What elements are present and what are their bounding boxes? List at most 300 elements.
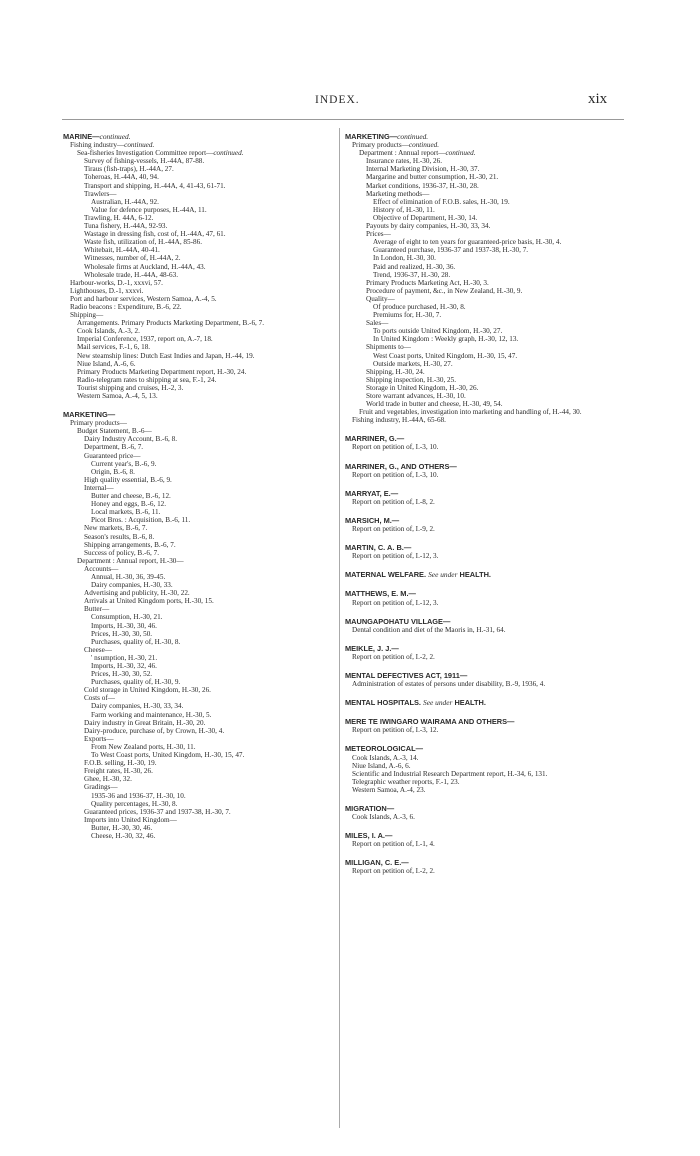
- index-entry: [63, 573, 338, 581]
- continued-label: continued.: [397, 133, 429, 141]
- index-entry: [63, 508, 338, 516]
- entry-text: Butter—: [84, 605, 110, 614]
- index-entry: [345, 762, 620, 770]
- index-entry: [63, 767, 338, 775]
- entry-text: Report on petition of, I.-8, 2.: [352, 497, 435, 506]
- header-rule: [62, 119, 624, 120]
- continued-label: continued.: [408, 141, 440, 150]
- entry-text: History of, H.-30, 11.: [373, 205, 435, 214]
- index-entry: [63, 557, 338, 565]
- index-heading: [345, 832, 620, 840]
- index-entry: [63, 279, 338, 287]
- entry-text: Report on petition of, I.-2, 2.: [352, 652, 435, 661]
- entry-text: Toheroas, H.-44A, 40, 94.: [84, 173, 159, 182]
- entry-text: Fishing industry, H.-44A, 65-68.: [352, 416, 446, 425]
- index-entry: [63, 824, 338, 832]
- index-entry: [345, 525, 620, 533]
- index-entry: [63, 541, 338, 549]
- entry-text: MERE TE IWINGARO WAIRAMA AND OTHERS—: [345, 718, 515, 727]
- entry-text: In United Kingdom : Weekly graph, H.-30, 12, 13.: [373, 335, 519, 344]
- index-entry: [63, 613, 338, 621]
- entry-text: Fishing industry—: [70, 141, 125, 150]
- index-entry: [345, 214, 620, 222]
- index-entry: [345, 141, 620, 149]
- continued-label: continued.: [99, 133, 131, 141]
- page-header: [0, 91, 700, 110]
- index-entry: [345, 173, 620, 181]
- entry-text: Report on petition of, I.-1, 4.: [352, 840, 435, 849]
- index-entry: [63, 435, 338, 443]
- entry-text: METEOROLOGICAL—: [345, 745, 424, 754]
- entry-text: Shipments to—: [366, 343, 411, 352]
- entry-text: Fruit and vegetables, investigation into marketing and handling of, H.-44, 30.: [359, 408, 582, 417]
- entry-text: From New Zealand ports, H.-30, 11.: [91, 742, 196, 751]
- entry-text: In London, H.-30, 30.: [373, 254, 436, 263]
- column-divider: [339, 128, 340, 1128]
- entry-text: Prices, H.-30, 30, 50.: [91, 629, 153, 638]
- index-entry: [63, 165, 338, 173]
- entry-text: MENTAL DEFECTIVES ACT, 1911—: [345, 671, 468, 680]
- entry-text: Tuna fishery, H.-44A, 92-93.: [84, 222, 168, 231]
- index-heading: [345, 490, 620, 498]
- continued-label: continued.: [445, 149, 476, 158]
- index-heading: [345, 590, 620, 598]
- entry-text: Imports into United Kingdom—: [84, 815, 177, 824]
- continued-label: continued.: [124, 141, 155, 150]
- entry-text: Quality—: [366, 294, 395, 303]
- index-entry: [345, 238, 620, 246]
- index-entry: [63, 751, 338, 759]
- entry-text: Of produce purchased, H.-30, 8.: [373, 302, 466, 311]
- index-entry: [345, 190, 620, 198]
- index-entry: [345, 279, 620, 287]
- entry-text: Freight rates, H.-30, 26.: [84, 767, 153, 776]
- index-heading: [345, 133, 620, 141]
- index-entry: [63, 686, 338, 694]
- entry-text: Budget Statement, B.-6—: [77, 427, 152, 436]
- left-column: [63, 133, 338, 840]
- index-entry: [345, 498, 620, 506]
- index-entry: [63, 775, 338, 783]
- entry-text: MIGRATION—: [345, 805, 395, 813]
- index-entry: [345, 319, 620, 327]
- page-title: INDEX.: [315, 94, 360, 106]
- index-entry: [63, 419, 338, 427]
- entry-text: Harbour-works, D.-1, xxxvi, 57.: [70, 278, 163, 287]
- index-entry: [63, 214, 338, 222]
- index-entry: [63, 630, 338, 638]
- index-entry: [63, 246, 338, 254]
- entry-text: West Coast ports, United Kingdom, H.-30, 15, 47.: [373, 351, 518, 360]
- entry-text: Value for defence purposes, H.-44A, 11.: [91, 205, 207, 214]
- index-entry: [63, 343, 338, 351]
- index-entry: [63, 352, 338, 360]
- entry-text: MARRYAT, E.—: [345, 489, 399, 498]
- index-entry: [345, 335, 620, 343]
- entry-text: MEIKLE, J. J.—: [345, 644, 399, 653]
- entry-text: Quality percentages, H.-30, 8.: [91, 799, 178, 808]
- index-entry: [63, 646, 338, 654]
- see-target: HEALTH.: [459, 571, 491, 580]
- index-entry: [345, 303, 620, 311]
- index-entry: [63, 800, 338, 808]
- entry-text: Report on petition of, I.-12, 3.: [352, 552, 439, 561]
- index-entry: [345, 786, 620, 794]
- index-heading: [63, 411, 338, 419]
- index-entry: [63, 832, 338, 840]
- entry-text: Annual, H.-30, 36, 39-45.: [91, 572, 166, 581]
- entry-text: MATERNAL WELFARE.: [345, 571, 427, 580]
- index-heading: [345, 699, 620, 707]
- entry-text: Report on petition of, I.-3, 12.: [352, 726, 439, 735]
- index-entry: [345, 182, 620, 190]
- entry-text: Wastage in dressing fish, cost of, H.-44A, 47, 61.: [84, 230, 226, 239]
- entry-text: Margarine and butter consumption, H.-30, 21.: [366, 173, 499, 182]
- index-entry: [63, 516, 338, 524]
- page-number: xix: [588, 91, 608, 107]
- index-entry: [345, 222, 620, 230]
- entry-text: Payouts by dairy companies, H.-30, 33, 34.: [366, 222, 491, 231]
- entry-text: Market conditions, 1936-37, H.-30, 28.: [366, 181, 479, 190]
- index-entry: [63, 157, 338, 165]
- index-entry: [63, 694, 338, 702]
- entry-text: Australian, H.-44A, 92.: [91, 197, 159, 206]
- entry-text: Arrivals at United Kingdom ports, H.-30, 15.: [84, 597, 214, 606]
- entry-text: Sea-fisheries Investigation Committee report—: [77, 149, 214, 158]
- index-entry: [63, 735, 338, 743]
- entry-text: Marketing methods—: [366, 189, 430, 198]
- entry-text: MENTAL HOSPITALS.: [345, 699, 421, 708]
- entry-text: Farm working and maintenance, H.-30, 5.: [91, 710, 212, 719]
- index-entry: [345, 254, 620, 262]
- index-entry: [63, 173, 338, 181]
- entry-text: Sales—: [366, 319, 389, 328]
- index-entry: [345, 552, 620, 560]
- entry-text: Niue Island, A.-6, 6.: [352, 761, 411, 770]
- entry-text: Radio-telegram rates to shipping at sea, F.-1, 24.: [77, 375, 217, 384]
- entry-text: To ports outside United Kingdom, H.-30, 27.: [373, 327, 503, 336]
- entry-text: MILES, I. A.—: [345, 832, 393, 841]
- entry-text: Arrangements. Primary Products Marketing Department, B.-6, 7.: [77, 319, 265, 328]
- entry-text: MARSICH, M.—: [345, 516, 400, 525]
- entry-text: Butter and cheese, B.-6, 12.: [91, 492, 171, 501]
- entry-text: Shipping, H.-30, 24.: [366, 367, 425, 376]
- entry-text: Accounts—: [84, 564, 119, 573]
- index-entry: [63, 376, 338, 384]
- index-entry: [63, 662, 338, 670]
- index-entry: [345, 471, 620, 479]
- index-entry: [345, 376, 620, 384]
- entry-text: Purchases, quality of, H.-30, 9.: [91, 678, 181, 687]
- entry-text: Imports, H.-30, 30, 46.: [91, 621, 157, 630]
- see-under-label: See under: [428, 571, 458, 580]
- index-entry: [63, 711, 338, 719]
- entry-text: MARRINER, G., AND OTHERS—: [345, 462, 457, 471]
- entry-text: Wholesale trade, H.-44A, 48-63.: [84, 270, 179, 279]
- index-entry: [63, 263, 338, 271]
- entry-text: MARKETING—: [345, 133, 398, 141]
- index-entry: [63, 271, 338, 279]
- index-entry: [63, 206, 338, 214]
- index-entry: [63, 460, 338, 468]
- entry-text: Butter, H.-30, 30, 46.: [91, 823, 153, 832]
- index-entry: [63, 468, 338, 476]
- entry-text: Procedure of payment, &c., in New Zealand, H.-30, 9.: [366, 286, 523, 295]
- entry-text: Western Samoa, A.-4, 23.: [352, 785, 426, 794]
- entry-text: Costs of—: [84, 694, 115, 703]
- entry-text: Cook Islands, A.-3, 14.: [352, 753, 419, 762]
- entry-text: Prices—: [366, 230, 391, 239]
- entry-text: ' nsumption, H.-30, 21.: [91, 653, 158, 662]
- index-entry: [63, 549, 338, 557]
- index-heading: [345, 718, 620, 726]
- entry-text: Cook Islands, A.-3, 2.: [77, 327, 140, 336]
- index-heading: [345, 618, 620, 626]
- index-entry: [63, 360, 338, 368]
- entry-text: Gradings—: [84, 783, 118, 792]
- index-entry: [63, 141, 338, 149]
- index-entry: [63, 719, 338, 727]
- entry-text: Port and harbour services, Western Samoa, A.-4, 5.: [70, 294, 217, 303]
- entry-text: Lighthouses, D.-1, xxxvi.: [70, 286, 144, 295]
- index-heading: [345, 435, 620, 443]
- index-heading: [345, 745, 620, 753]
- index-entry: [63, 295, 338, 303]
- index-entry: [63, 484, 338, 492]
- index-entry: [63, 254, 338, 262]
- index-entry: [63, 524, 338, 532]
- entry-text: Primary products—: [352, 141, 409, 150]
- index-entry: [345, 360, 620, 368]
- entry-text: Local markets, B.-6, 11.: [91, 508, 161, 517]
- entry-text: Success of policy, B.-6, 7.: [84, 548, 159, 557]
- entry-text: Internal Marketing Division, H.-30, 37.: [366, 165, 480, 174]
- index-entry: [63, 238, 338, 246]
- index-entry: [63, 808, 338, 816]
- index-entry: [345, 384, 620, 392]
- entry-text: MARTIN, C. A. B.—: [345, 544, 412, 553]
- index-entry: [63, 222, 338, 230]
- entry-text: MARKETING—: [63, 411, 116, 420]
- entry-text: High quality essential, B.-6, 9.: [84, 475, 172, 484]
- index-entry: [63, 198, 338, 206]
- index-entry: [345, 149, 620, 157]
- continued-label: continued.: [213, 149, 244, 158]
- entry-text: New markets, B.-6, 7.: [84, 524, 148, 533]
- entry-text: Cold storage in United Kingdom, H.-30, 26.: [84, 686, 211, 695]
- entry-text: Tiraus (fish-traps), H.-44A, 27.: [84, 165, 174, 174]
- index-entry: [345, 599, 620, 607]
- index-entry: [345, 653, 620, 661]
- entry-text: Tourist shipping and cruises, H.-2, 3.: [77, 383, 184, 392]
- index-entry: [345, 680, 620, 688]
- index-entry: [345, 352, 620, 360]
- index-entry: [63, 759, 338, 767]
- index-heading: [63, 133, 338, 141]
- entry-text: Premiums for, H.-30, 7.: [373, 311, 442, 320]
- entry-text: MAUNGAPOHATU VILLAGE—: [345, 617, 451, 626]
- index-entry: [63, 311, 338, 319]
- entry-text: Waste fish, utilization of, H.-44A, 85-86.: [84, 238, 202, 247]
- index-entry: [345, 840, 620, 848]
- index-entry: [345, 246, 620, 254]
- index-entry: [345, 206, 620, 214]
- entry-text: Objective of Department, H.-30, 14.: [373, 213, 478, 222]
- entry-text: MATTHEWS, E. M.—: [345, 590, 416, 599]
- index-entry: [63, 427, 338, 435]
- index-entry: [63, 581, 338, 589]
- entry-text: MARINE—: [63, 133, 100, 141]
- index-entry: [63, 319, 338, 327]
- entry-text: Mail services, F.-1, 6, 18.: [77, 343, 151, 352]
- index-entry: [63, 303, 338, 311]
- entry-text: Guaranteed price—: [84, 451, 141, 460]
- index-entry: [63, 182, 338, 190]
- index-entry: [345, 165, 620, 173]
- entry-text: Report on petition of, I.-3, 10.: [352, 470, 439, 479]
- index-entry: [63, 392, 338, 400]
- entry-text: Imperial Conference, 1937, report on, A.-7, 18.: [77, 335, 213, 344]
- index-entry: [63, 368, 338, 376]
- index-entry: [345, 343, 620, 351]
- index-entry: [63, 727, 338, 735]
- entry-text: Season's results, B.-6, 8.: [84, 532, 155, 541]
- entry-text: Trawlers—: [84, 189, 117, 198]
- index-entry: [63, 783, 338, 791]
- index-entry: [345, 198, 620, 206]
- entry-text: Honey and eggs, B.-6, 12.: [91, 500, 167, 509]
- entry-text: Shipping inspection, H.-30, 25.: [366, 375, 457, 384]
- see-target: HEALTH.: [454, 699, 486, 708]
- index-entry: [345, 157, 620, 165]
- entry-text: Department, B.-6, 7.: [84, 443, 144, 452]
- see-under-label: See under: [423, 699, 453, 708]
- entry-text: Dairy-produce, purchase of, by Crown, H.-30, 4.: [84, 726, 225, 735]
- entry-text: Guaranteed prices, 1936-37 and 1937-38, H.-30, 7.: [84, 807, 231, 816]
- index-entry: [345, 295, 620, 303]
- index-entry: [63, 492, 338, 500]
- entry-text: To West Coast ports, United Kingdom, H.-30, 15, 47.: [91, 751, 245, 760]
- index-entry: [63, 190, 338, 198]
- index-entry: [345, 400, 620, 408]
- index-entry: [63, 654, 338, 662]
- index-entry: [345, 263, 620, 271]
- entry-text: Report on petition of, I.-9, 2.: [352, 525, 435, 534]
- index-entry: [63, 533, 338, 541]
- entry-text: Shipping—: [70, 311, 104, 320]
- entry-text: Dairy Industry Account, B.-6, 8.: [84, 435, 178, 444]
- entry-text: Primary products—: [70, 419, 127, 428]
- index-entry: [63, 816, 338, 824]
- index-entry: [63, 597, 338, 605]
- index-entry: [63, 702, 338, 710]
- index-entry: [63, 384, 338, 392]
- entry-text: Wholesale firms at Auckland, H.-44A, 43.: [84, 262, 206, 271]
- entry-text: Primary Products Marketing Department report, H.-30, 24.: [77, 367, 247, 376]
- index-entry: [345, 813, 620, 821]
- index-entry: [63, 452, 338, 460]
- entry-text: Storage in United Kingdom, H.-30, 26.: [366, 383, 479, 392]
- index-heading: [345, 544, 620, 552]
- entry-text: Cheese, H.-30, 32, 46.: [91, 831, 156, 840]
- index-entry: [345, 287, 620, 295]
- entry-text: Shipping arrangements, B.-6, 7.: [84, 540, 176, 549]
- index-entry: [345, 626, 620, 634]
- entry-text: MARRINER, G.—: [345, 435, 405, 444]
- index-entry: [63, 792, 338, 800]
- index-entry: [345, 867, 620, 875]
- entry-text: Witnesses, number of, H.-44A, 2.: [84, 254, 181, 263]
- entry-text: Internal—: [84, 483, 114, 492]
- index-entry: [63, 500, 338, 508]
- index-entry: [345, 754, 620, 762]
- index-entry: [345, 368, 620, 376]
- index-entry: [63, 476, 338, 484]
- index-entry: [63, 565, 338, 573]
- index-heading: [345, 571, 620, 579]
- entry-text: Store warrant advances, H.-30, 10.: [366, 392, 466, 400]
- index-entry: [345, 230, 620, 238]
- index-entry: [63, 287, 338, 295]
- index-heading: [345, 645, 620, 653]
- index-entry: [345, 327, 620, 335]
- entry-text: Scientific and Industrial Research Department report, H.-34, 6, 131.: [352, 769, 548, 778]
- entry-text: World trade in butter and cheese, H.-30, 49, 54.: [366, 400, 503, 409]
- index-entry: [63, 335, 338, 343]
- index-heading: [345, 517, 620, 525]
- entry-text: Prices, H.-30, 30, 52.: [91, 670, 153, 679]
- entry-text: Report on petition of, I.-2, 2.: [352, 867, 435, 876]
- entry-text: Dental condition and diet of the Maoris in, H.-31, 64.: [352, 625, 506, 634]
- entry-text: Purchases, quality of, H.-30, 8.: [91, 637, 181, 646]
- entry-text: Exports—: [84, 734, 114, 743]
- entry-text: Administration of estates of persons under disability, B.-9, 1936, 4.: [352, 680, 546, 689]
- index-entry: [345, 770, 620, 778]
- index-entry: [345, 311, 620, 319]
- index-heading: [345, 805, 620, 813]
- entry-text: Cook Islands, A.-3, 6.: [352, 813, 415, 822]
- entry-text: Department : Annual report—: [359, 149, 446, 158]
- entry-text: Dairy industry in Great Britain, H.-30, 20.: [84, 718, 206, 727]
- index-entry: [345, 443, 620, 451]
- entry-text: Consumption, H.-30, 21.: [91, 613, 163, 622]
- entry-text: Imports, H.-30, 32, 46.: [91, 662, 157, 670]
- index-entry: [63, 605, 338, 613]
- entry-text: Trend, 1936-37, H.-30, 28.: [373, 270, 451, 279]
- index-entry: [63, 149, 338, 157]
- entry-text: Effect of elimination of F.O.B. sales, H.-30, 19.: [373, 197, 510, 206]
- entry-text: Western Samoa, A.-4, 5, 13.: [77, 392, 158, 400]
- index-entry: [345, 778, 620, 786]
- entry-text: MILLIGAN, C. E.—: [345, 859, 409, 868]
- index-heading: [345, 463, 620, 471]
- index-entry: [345, 271, 620, 279]
- entry-text: Cheese—: [84, 645, 112, 654]
- index-entry: [63, 678, 338, 686]
- entry-text: Niue Island, A.-6, 6.: [77, 359, 136, 368]
- index-heading: [345, 859, 620, 867]
- index-entry: [63, 622, 338, 630]
- index-entry: [63, 743, 338, 751]
- entry-text: Current year's, B.-6, 9.: [91, 459, 157, 468]
- right-column: [345, 133, 620, 876]
- entry-text: Origin, B.-6, 8.: [91, 467, 135, 476]
- entry-text: Outside markets, H.-30, 27.: [373, 359, 453, 368]
- index-entry: [63, 589, 338, 597]
- index-entry: [345, 726, 620, 734]
- entry-text: Dairy companies, H.-30, 33, 34.: [91, 702, 184, 711]
- entry-text: Radio beacons : Expenditure, B.-6, 22.: [70, 302, 182, 311]
